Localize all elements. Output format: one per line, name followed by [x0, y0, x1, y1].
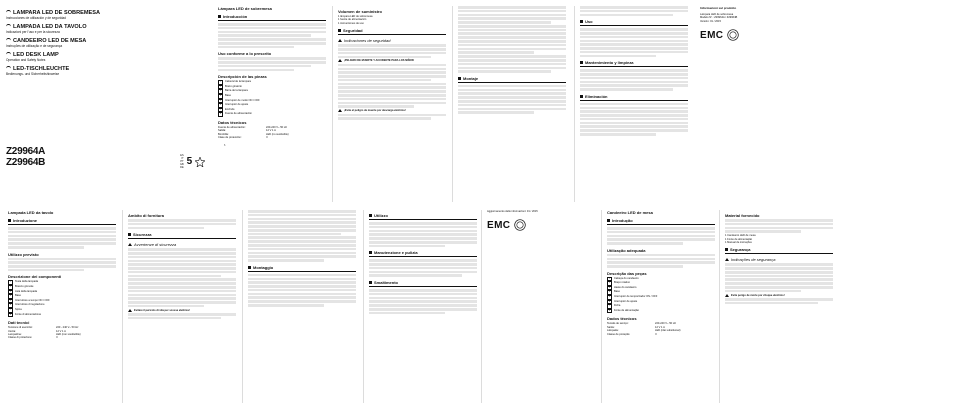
list-item: 6 Interruptor de ajuste: [219, 103, 249, 107]
emc-logo: EMC: [487, 219, 511, 231]
it-parts-heading: Descrizione dei componenti: [8, 274, 62, 280]
pt-tech-heading: Dados técnicos: [607, 316, 637, 322]
info-title: Informazioni sul prodotto: [700, 6, 737, 10]
star-icon: [195, 157, 205, 167]
pt-tech-table: [607, 322, 715, 336]
list-item: 1 Fonte de alimentação: [725, 237, 753, 241]
lamp-icon: [6, 52, 11, 56]
list-item: 4 Base: [9, 294, 21, 298]
warning-icon: [338, 109, 342, 112]
lamp-icon: [6, 10, 11, 14]
list-item: 5 Interruttore a tempo ON / OFF: [9, 298, 50, 302]
it-use-heading: Utilizzo previsto: [8, 251, 39, 257]
warranty-years: 5: [186, 156, 193, 167]
page-divider: [481, 210, 482, 403]
es-page-6: [218, 6, 326, 149]
spanish-section: [214, 6, 571, 202]
es-disposal-heading: Eliminación: [580, 94, 688, 99]
it-tech-table: [8, 326, 116, 340]
es-safety-notes-heading: Indicaciones de seguridad: [338, 38, 446, 43]
warranty-badge: [180, 154, 205, 169]
it-shock-warning: Evitare il pericolo di vita per scossa elettrica!: [128, 309, 236, 312]
it-scope-heading: Ambito di fornitura: [128, 213, 164, 218]
model-number-b: Z29964B: [6, 157, 46, 168]
pt-intro-heading: Introdução: [607, 218, 715, 223]
page-divider: [242, 210, 243, 403]
info-line: Lámpara LED de sobremesa: [700, 13, 734, 16]
cover-title-en: LED DESK LAMP Operation and Safety Notes: [6, 52, 59, 62]
cover-title-pt: CANDEEIRO LED DE MESA Instruções de utilização e de segurança: [6, 38, 87, 48]
list-item: 1 Manual de instruções: [725, 240, 752, 244]
it-intro-heading: Introduzione: [8, 218, 116, 223]
list-item: 4 Base: [608, 290, 620, 294]
model-numbers: [6, 146, 45, 168]
es-scope-heading: Volumen de suministro: [338, 9, 382, 14]
pt-parts-list: [607, 277, 715, 314]
divider: [128, 238, 236, 239]
list-item: 5 Interruptor de modo ON / OFF: [219, 98, 260, 102]
it-safety-notes-heading: Avvertenze di sicurezza: [128, 242, 236, 247]
es-assembly-heading: Montaje: [458, 76, 566, 81]
pt-page-title: Candeeiro LED de mesa: [607, 210, 653, 215]
list-item: 8 Fonte de alimentação: [608, 308, 639, 312]
it-use-section-heading: Utilizzo: [369, 213, 477, 218]
warning-icon: [338, 59, 342, 62]
it-page-title: Lampada LED da tavolo: [8, 210, 54, 215]
pt-safety-notes-heading: Indicações de segurança: [725, 257, 833, 262]
lamp-icon: [6, 66, 11, 70]
info-update: Aggiornamento delle informazioni: 01 / 2015: [487, 210, 538, 213]
bullet-icon: [369, 214, 372, 217]
list-item: 1 instrucciones de uso: [338, 21, 364, 25]
list-item: 8 Fuente de alimentación: [219, 112, 252, 116]
bullet-icon: [369, 251, 372, 254]
table-row: Lâmpada: LED (não substituível): [607, 329, 681, 333]
divider: [369, 286, 477, 287]
warning-icon: [725, 294, 729, 297]
list-item: 7 Ficha: [608, 304, 621, 308]
list-item: 4 Base: [219, 94, 231, 97]
list-item: 1 Testa della lampada: [9, 280, 39, 284]
divider: [248, 271, 356, 272]
es-parts-list: [218, 80, 326, 117]
emc-logo: EMC: [700, 29, 724, 41]
list-item: 6 Interruptor de ajuste: [608, 299, 638, 303]
page-divider: [122, 210, 123, 403]
bullet-icon: [128, 233, 131, 236]
list-item: 7 Spina: [9, 308, 22, 311]
it-back-pages: [363, 210, 599, 403]
bullet-icon: [369, 281, 372, 284]
it-disposal-heading: Smaltimento: [369, 280, 477, 285]
page-divider: [719, 210, 720, 403]
cover-title-de: LED-TISCHLEUCHTE Bedienungs- und Sicherheitshinweise: [6, 66, 70, 76]
table-row: Classe di protezione: II: [8, 336, 58, 340]
it-parts-list: [8, 280, 116, 317]
cover-title-it: LAMPADA LED DA TAVOLO Indicazioni per l'uso e per la sicurezza: [6, 24, 87, 34]
divider: [369, 256, 477, 257]
gs-seal-icon: [727, 29, 739, 41]
pt-shock-warning: Evite perigo de morte por choque eléctrico!: [725, 294, 833, 297]
divider: [369, 219, 477, 220]
it-page-10: [8, 210, 116, 340]
bullet-icon: [725, 248, 728, 251]
cover-title-es: LAMPARA LED DE SOBREMESA Instrucciones de utilización y de seguridad: [6, 10, 101, 20]
table-row: Uscita: 12 V 1 A: [8, 329, 66, 333]
divider: [580, 25, 688, 26]
bullet-icon: [580, 95, 583, 98]
divider: [725, 253, 833, 254]
table-row: Classe de proteção: II: [607, 332, 657, 336]
cert-logos: [487, 219, 595, 231]
table-row: Tensione di esercizio: 220 - 240 V~ 50 Hz: [8, 326, 79, 330]
es-tech-heading: Datos técnicos: [218, 119, 247, 125]
es-shock-warning: ¡Evite el peligro de muerte por descarga eléctrica!: [338, 109, 446, 112]
lamp-icon: [6, 24, 11, 28]
divider: [580, 100, 688, 101]
page-divider: [332, 6, 333, 202]
list-item: 1 Cabeça do candeeiro: [608, 276, 639, 280]
bullet-icon: [580, 20, 583, 23]
list-item: 2 Braço rotativo: [608, 281, 631, 285]
it-page-11: [128, 210, 236, 321]
pt-parts-heading: Descrição das peças: [607, 270, 647, 276]
italian-section: [4, 210, 361, 403]
lang-codes: ES IT PT GB DE: [180, 154, 184, 169]
table-row: Clase de protección: II: [218, 136, 268, 140]
es-parts-heading: Descripción de las piezas: [218, 74, 267, 80]
page-number: 6: [224, 143, 226, 147]
list-item: 1 Cabezal de la lámpara: [219, 80, 251, 84]
divider: [580, 66, 688, 67]
bullet-icon: [218, 15, 221, 18]
table-row: Lampadina: LED (non sostituibile): [8, 333, 81, 336]
cover-titles: [6, 10, 126, 80]
page-divider: [452, 6, 453, 202]
es-tech-table: [218, 126, 326, 140]
divider: [607, 224, 715, 225]
es-use-heading: Uso conforme a lo prescrito: [218, 51, 272, 57]
es-back-pages: [574, 6, 950, 202]
cover-page: [4, 6, 212, 202]
info-line: Modelo Nº.: Z29964A / Z29964B: [700, 16, 738, 20]
it-cleaning-heading: Manutenzione e pulizia: [369, 250, 477, 255]
bullet-icon: [8, 219, 11, 222]
portuguese-section: [601, 210, 950, 403]
list-item: 1 Candeeiro LED de mesa: [725, 234, 756, 238]
it-safety-heading: Sicurezza: [128, 232, 236, 237]
warning-icon: [338, 39, 342, 42]
es-safety-heading: Seguridad: [338, 28, 446, 33]
divider: [218, 20, 326, 21]
info-line: Versión: 01 / 2015: [700, 19, 721, 23]
divider: [338, 34, 446, 35]
page-divider: [363, 210, 364, 403]
divider: [458, 82, 566, 83]
warning-icon: [725, 258, 729, 261]
list-item: 7 Enchufe: [219, 107, 235, 111]
table-row: Salida: 12 V 1 A: [218, 129, 276, 133]
page-divider: [574, 6, 575, 202]
es-info-page: [700, 6, 808, 41]
it-assembly-heading: Montaggio: [248, 265, 356, 270]
list-item: 1 lámpara LED de sobremesa: [338, 15, 373, 18]
list-item: 1 fuente de alimentación: [338, 18, 367, 22]
divider: [8, 224, 116, 225]
table-row: Saída: 12 V 1 A: [607, 325, 665, 329]
bullet-icon: [607, 219, 610, 222]
list-item: 6 Interruttore di regolazione: [9, 303, 45, 307]
list-item: 5 Interruptor de temporizador ON / OFF: [608, 295, 658, 299]
warning-icon: [128, 243, 132, 246]
bullet-icon: [248, 266, 251, 269]
it-info-page: [487, 210, 595, 231]
pt-use-heading: Utilização adequada: [607, 247, 646, 253]
es-page-title: Lámpara LED de sobremesa: [218, 6, 272, 11]
pt-safety-heading: Segurança: [725, 247, 833, 252]
it-tech-heading: Dati tecnici: [8, 320, 30, 326]
pt-page-14: [607, 210, 715, 336]
cert-logos: [700, 29, 808, 41]
it-page-13: [369, 210, 477, 315]
es-intro-heading: Introducción: [218, 14, 326, 19]
es-page-9: [580, 6, 688, 137]
list-item: 3 Barra de la lámpara: [219, 89, 248, 93]
es-page-8: [458, 6, 566, 115]
list-item: 2 Braccio girevole: [9, 285, 34, 289]
table-row: Fuente de alimentación: 220-240 V~ 50 Hz: [218, 125, 287, 129]
bullet-icon: [338, 29, 341, 32]
es-operation-heading: Uso: [580, 19, 688, 24]
warning-icon: [128, 309, 132, 312]
table-row: Bombilla: LED (no sustituible): [218, 132, 289, 136]
gs-seal-icon: [514, 219, 526, 231]
list-item: 3 Asta della lampada: [9, 289, 38, 293]
list-item: 8 Fonte di alimentazione: [9, 312, 42, 316]
list-item: 2 Brazo giratorio: [219, 84, 242, 88]
bullet-icon: [458, 77, 461, 80]
model-number-a: Z29964A: [6, 146, 46, 157]
pt-scope-heading: Material fornecido: [725, 213, 760, 218]
list-item: 3 Haste do candeeiro: [608, 285, 637, 289]
page-divider: [601, 210, 602, 403]
es-cleaning-heading: Mantenimiento y limpieza: [580, 60, 688, 65]
lamp-icon: [6, 38, 11, 42]
es-page-7: [338, 6, 446, 121]
pt-page-15: [725, 210, 833, 306]
bullet-icon: [580, 61, 583, 64]
table-row: Tensão de serviço: 220-240 V~ 50 Hz: [607, 322, 676, 326]
es-danger-warning: ¡PELIGRO DE MUERTE Y ACCIDENTE PARA LOS NIÑOS!: [338, 59, 446, 62]
it-page-12: [248, 210, 356, 308]
